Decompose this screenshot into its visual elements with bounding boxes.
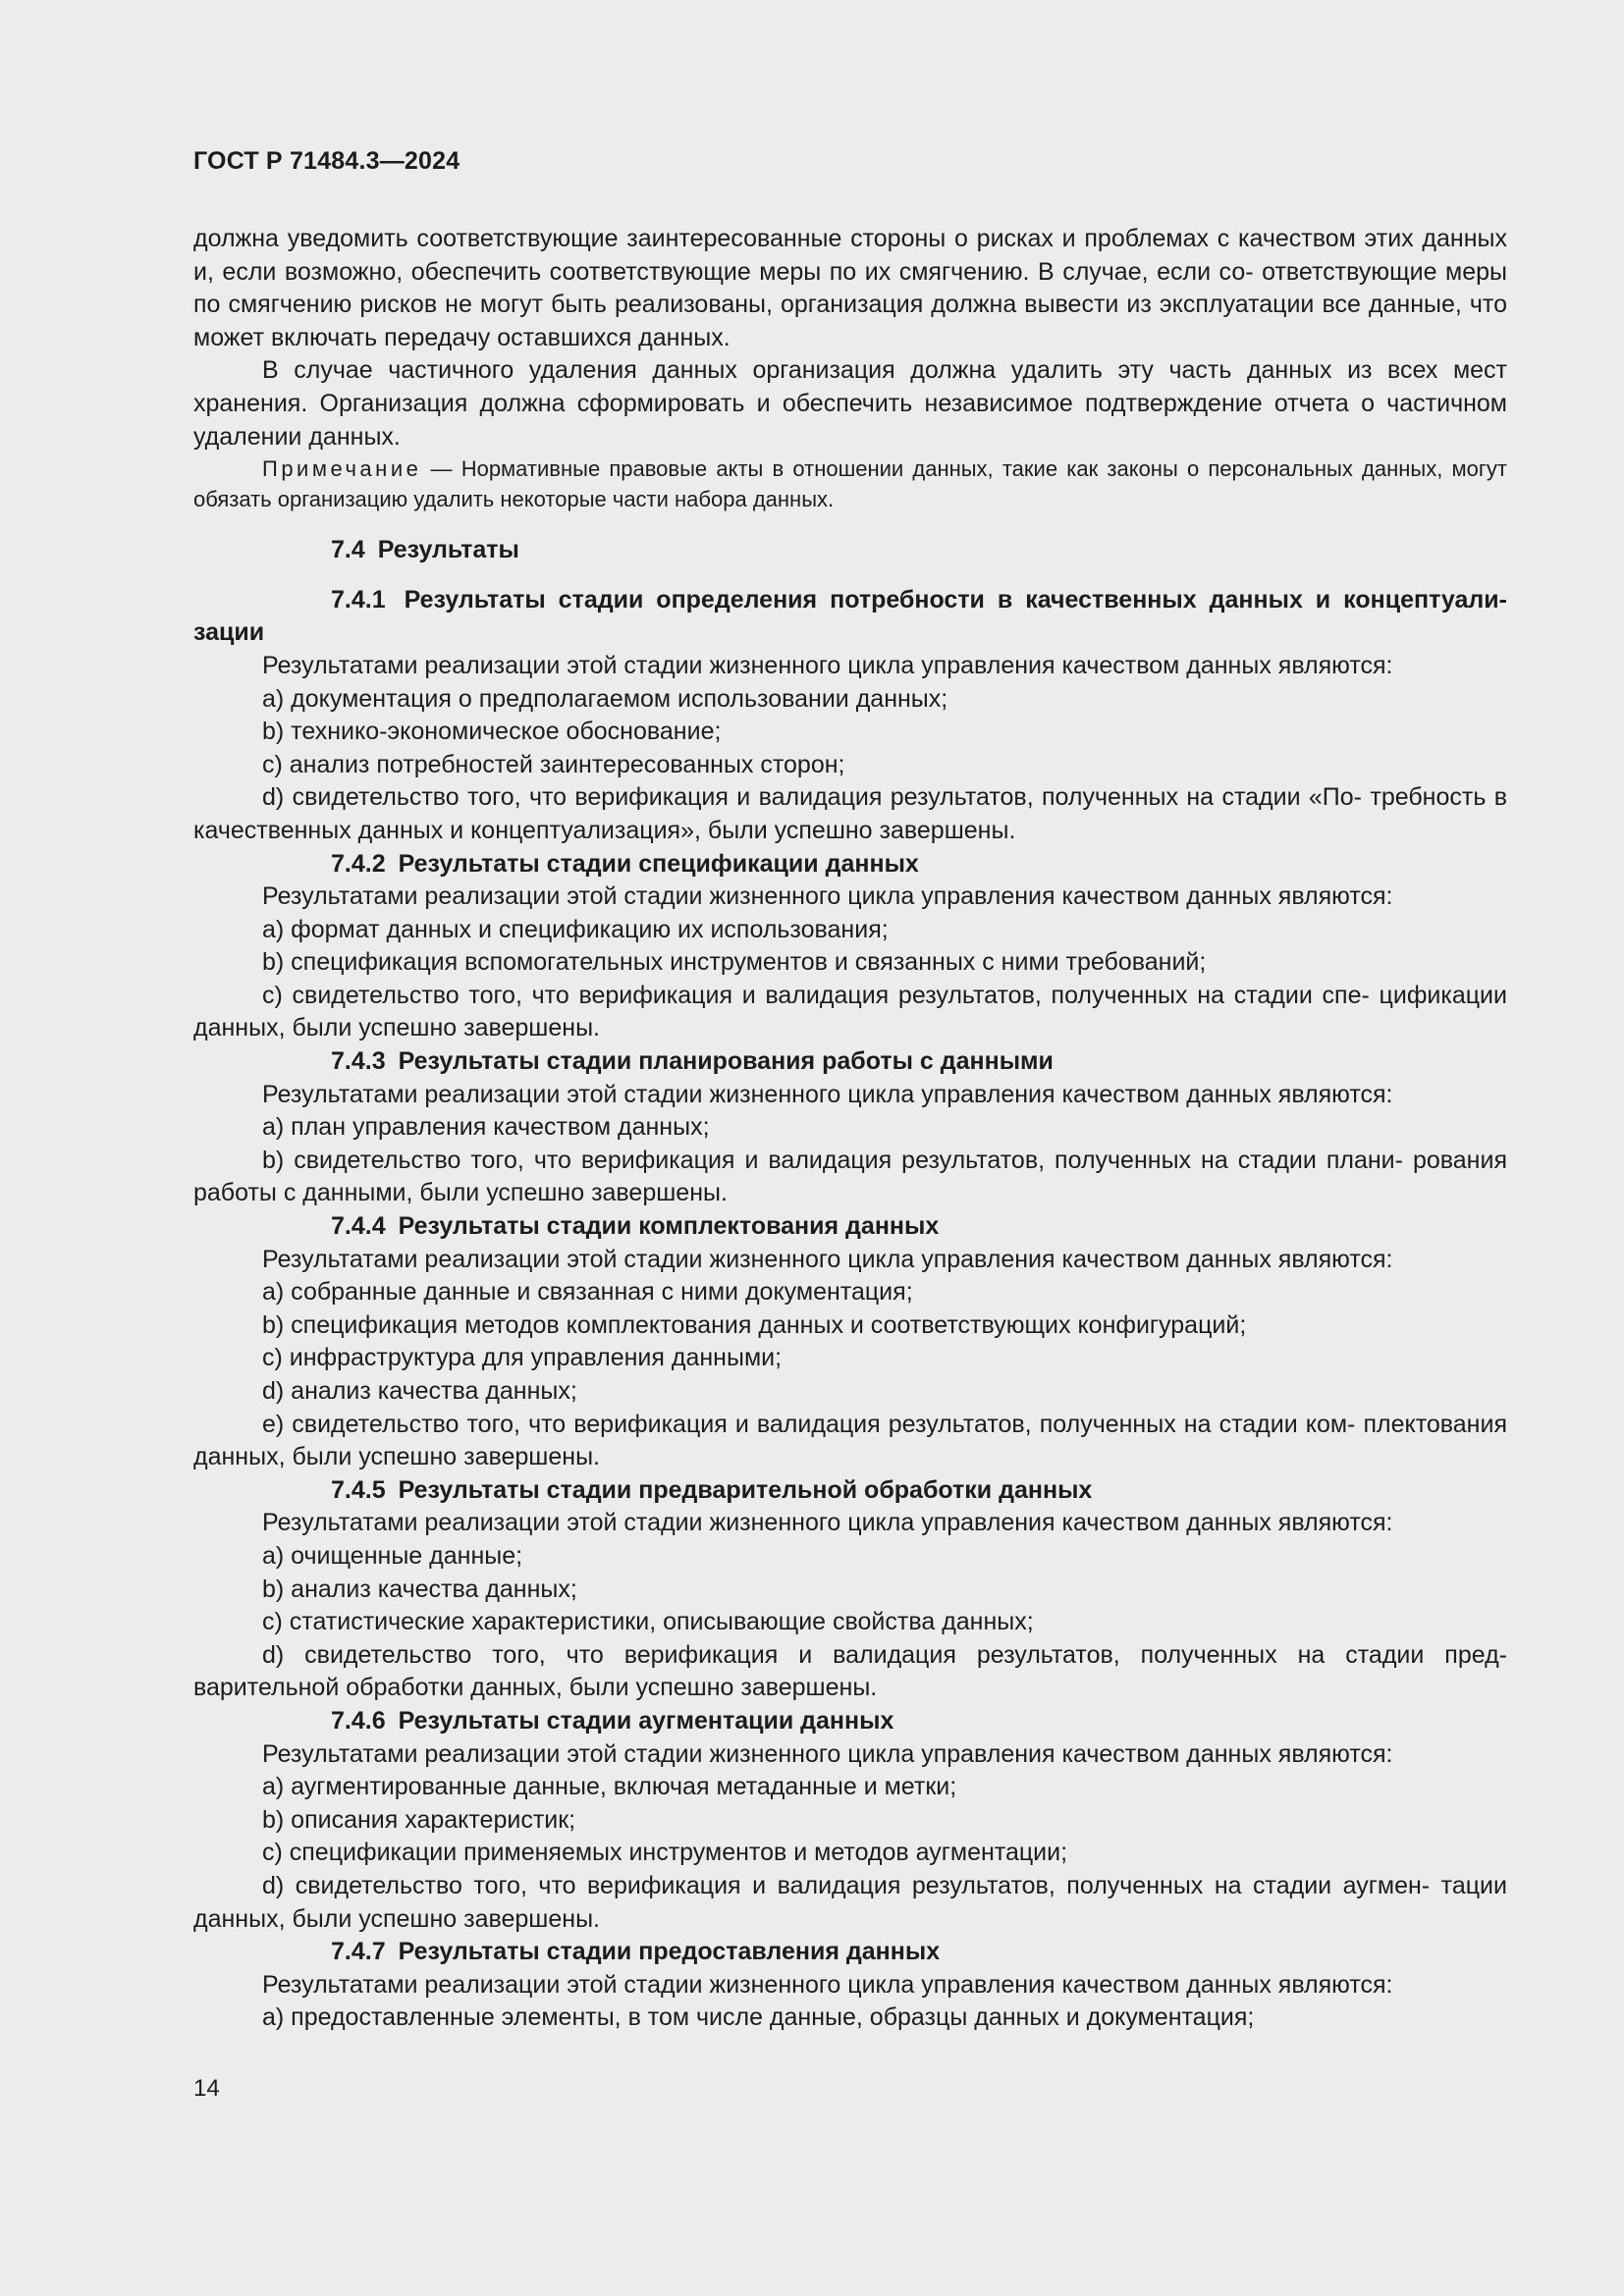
list-item: a) документация о предполагаемом использовании данных; (262, 684, 948, 713)
list-item: b) свидетельство того, что верификация и валидация результатов, полученных на стадии плани- рования работы с данными, были успешно завершены. (193, 1146, 1507, 1207)
subsection-lead: Результатами реализации этой стадии жизненного цикла управления качеством данных являются: (262, 651, 1393, 679)
subsection-number: 7.4.2 (331, 849, 386, 878)
section-heading (193, 534, 1507, 567)
list-item: a) план управления качеством данных; (262, 1113, 710, 1142)
list-item: d) свидетельство того, что верификация и валидация результатов, полученных на стадии аугмен- тации данных, были успешно завершены. (193, 1871, 1507, 1933)
subsection-number: 7.4.1 (331, 585, 386, 614)
list-item: b) спецификация методов комплектования данных и соответствующих конфигураций; (262, 1310, 1247, 1339)
list-item: a) предоставленные элементы, в том числе данные, образцы данных и документация; (262, 2003, 1255, 2032)
list-item: d) свидетельство того, что верификация и валидация результатов, полученных на стадии пред- варительной обработки данных, были успешно завершены. (193, 1640, 1507, 1702)
intro-paragraph-2: В случае частичного удаления данных организация должна удалить эту часть данных из всех мест хранения. Организация должна сформировать и обеспечить независимое подтверждение отчета о частичном удалении данных. (193, 356, 1507, 451)
list-item: c) статистические характеристики, описывающие свойства данных; (262, 1608, 1034, 1636)
subsection-number: 7.4.5 (331, 1475, 386, 1504)
list-item: d) анализ качества данных; (262, 1377, 577, 1405)
list-item: a) формат данных и спецификацию их использования; (262, 915, 889, 943)
page-number: 14 (193, 2075, 220, 2102)
subsection-title: Результаты стадии предварительной обработки данных (398, 1475, 1093, 1504)
section-title: Результаты (377, 536, 519, 564)
list-item: c) инфраструктура для управления данными; (262, 1344, 783, 1372)
subsection-title: Результаты стадии комплектования данных (398, 1212, 940, 1241)
document-body (193, 223, 1507, 2035)
subsection-lead: Результатами реализации этой стадии жизненного цикла управления качеством данных являются: (262, 1739, 1393, 1768)
subsection-number: 7.4.4 (331, 1212, 386, 1241)
subsection-heading (193, 1936, 1507, 1969)
document-header: ГОСТ Р 71484.3—2024 (193, 147, 460, 175)
note-label: Примечание (262, 456, 422, 482)
subsection-lead: Результатами реализации этой стадии жизненного цикла управления качеством данных являются: (262, 1509, 1393, 1537)
subsection-title: Результаты стадии определения потребности в качественных данных и концептуали- зации (193, 585, 1507, 647)
list-item: b) анализ качества данных; (262, 1575, 577, 1603)
note-text: — Нормативные правовые акты в отношении данных, такие как законы о персональных данных, могут обязать организацию удалить некоторые части набора данных. (193, 456, 1507, 512)
subsection-title: Результаты стадии аугментации данных (398, 1706, 894, 1735)
subsection-lead: Результатами реализации этой стадии жизненного цикла управления качеством данных являются: (262, 882, 1393, 911)
list-item: c) анализ потребностей заинтересованных сторон; (262, 750, 845, 778)
subsection-number: 7.4.6 (331, 1706, 386, 1735)
subsection-lead: Результатами реализации этой стадии жизненного цикла управления качеством данных являются: (262, 1080, 1393, 1108)
list-item: e) свидетельство того, что верификация и валидация результатов, полученных на стадии ком- плектования данных, были успешно завершены. (193, 1410, 1507, 1471)
list-item: c) свидетельство того, что верификация и валидация результатов, полученных на стадии спе- цификации данных, были успешно завершены. (193, 981, 1507, 1042)
note (193, 454, 1507, 514)
subsection-heading (193, 584, 1507, 650)
list-item: a) аугментированные данные, включая метаданные и метки; (262, 1773, 957, 1801)
subsection-heading (193, 1210, 1507, 1244)
list-item: c) спецификации применяемых инструментов и методов аугментации; (262, 1839, 1068, 1867)
subsection-lead: Результатами реализации этой стадии жизненного цикла управления качеством данных являются: (262, 1970, 1393, 1999)
subsection-heading (193, 1474, 1507, 1508)
list-item: b) описания характеристик; (262, 1805, 576, 1834)
list-item: d) свидетельство того, что верификация и валидация результатов, полученных на стадии «По- требность в качественных данных и концептуализация», были успешно завершены. (193, 783, 1507, 844)
subsection-number: 7.4.7 (331, 1938, 386, 1966)
subsection-title: Результаты стадии предоставления данных (398, 1938, 941, 1966)
subsection-title: Результаты стадии спецификации данных (398, 849, 919, 878)
list-item: a) собранные данные и связанная с ними документация; (262, 1278, 913, 1307)
subsection-lead: Результатами реализации этой стадии жизненного цикла управления качеством данных являются: (262, 1245, 1393, 1273)
subsection-heading (193, 848, 1507, 881)
subsection-heading (193, 1045, 1507, 1079)
intro-paragraph-1: должна уведомить соответствующие заинтересованные стороны о рисках и проблемах с качеством этих данных и, если возможно, обеспечить соответствующие меры по их смягчению. В случае, если со- ответствующие меры по смягчению рисков не могут быть реализованы, организация должна вывести из эксплуатации все данные, что может включать передачу оставшихся данных. (193, 225, 1507, 351)
subsection-number: 7.4.3 (331, 1047, 386, 1076)
subsection-title: Результаты стадии планирования работы с данными (398, 1047, 1054, 1076)
subsection-heading (193, 1705, 1507, 1738)
section-number: 7.4 (331, 536, 365, 564)
list-item: b) спецификация вспомогательных инструментов и связанных с ними требований; (262, 948, 1207, 977)
list-item: a) очищенные данные; (262, 1541, 523, 1570)
list-item: b) технико-экономическое обоснование; (262, 718, 722, 746)
